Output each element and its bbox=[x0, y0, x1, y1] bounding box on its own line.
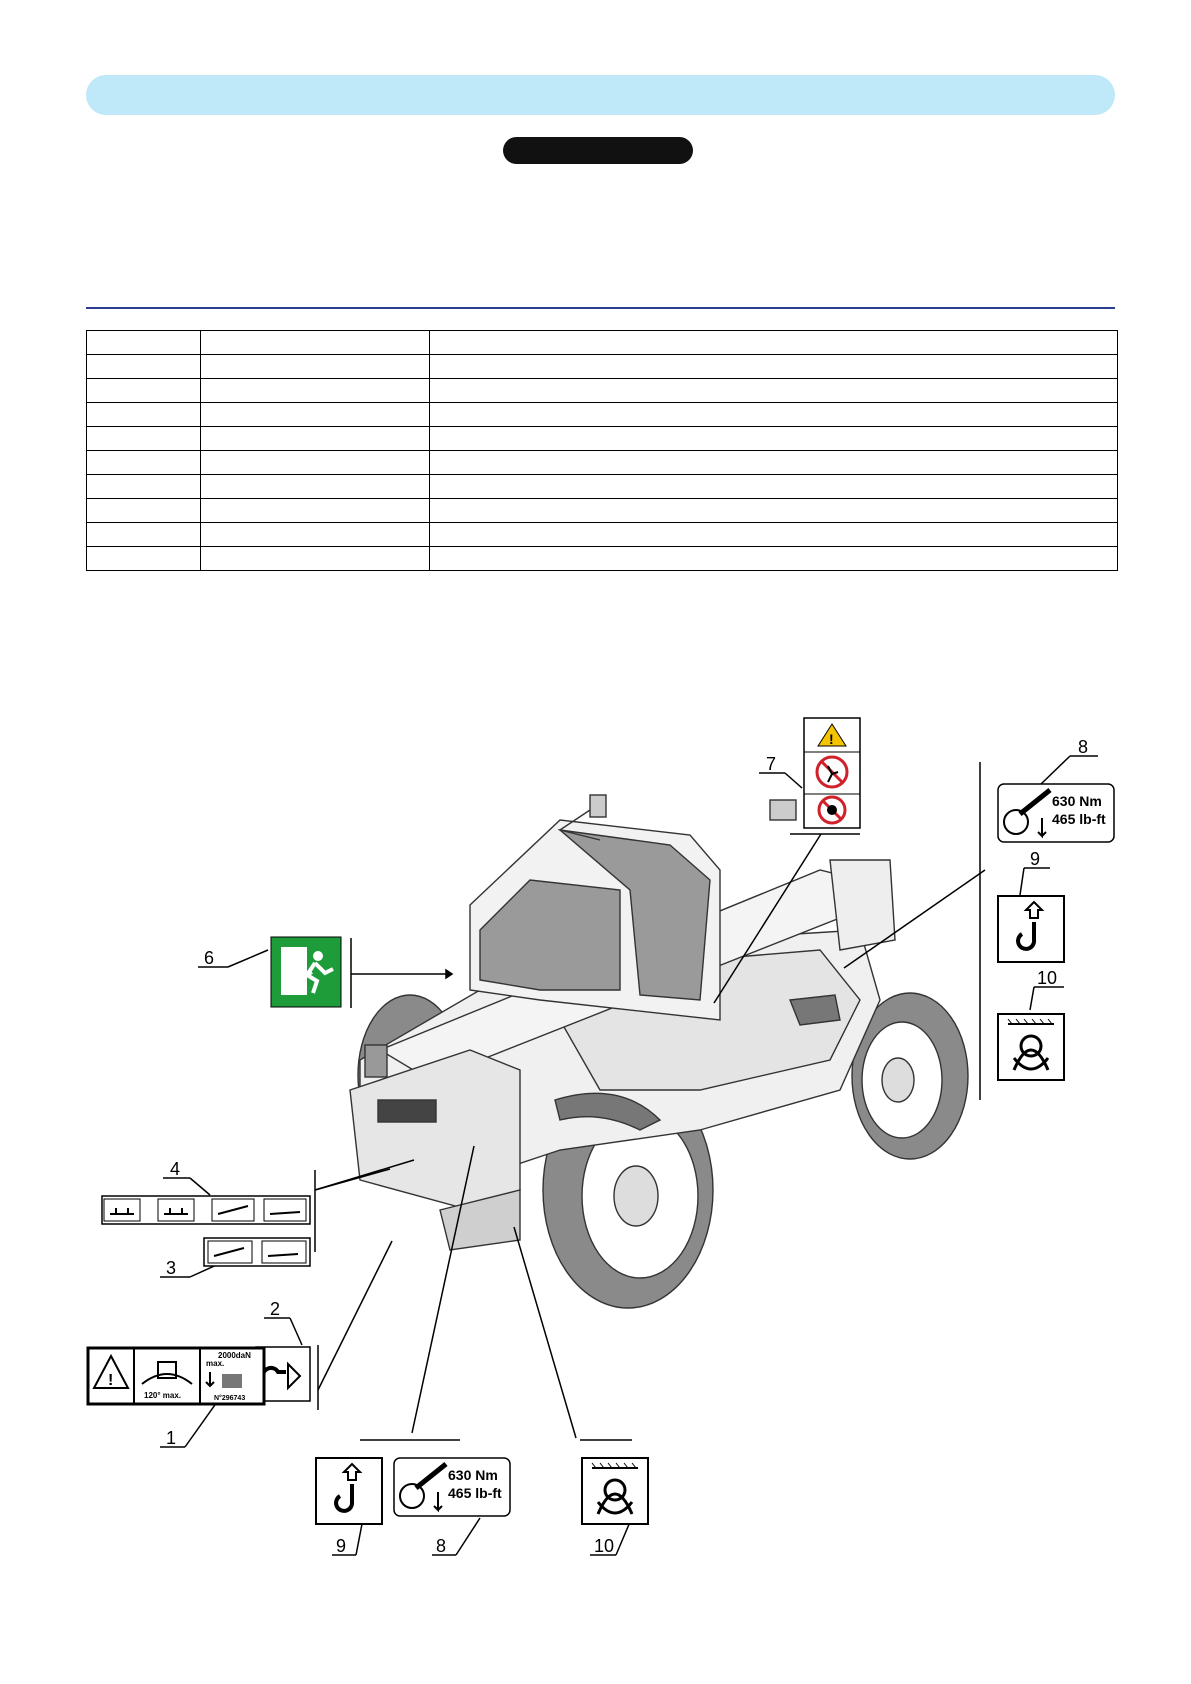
angle-label: 120° max. bbox=[144, 1391, 182, 1400]
table-row bbox=[87, 379, 1118, 403]
table-row bbox=[87, 331, 1118, 355]
decal-table bbox=[86, 330, 1118, 571]
table-cell bbox=[430, 403, 1118, 427]
torque-lbft-label: 465 lb-ft bbox=[1052, 811, 1106, 827]
table-cell bbox=[87, 427, 201, 451]
callout-8-bottom: 8 bbox=[436, 1536, 447, 1556]
table-row bbox=[87, 523, 1118, 547]
table-cell bbox=[201, 331, 430, 355]
emergency-exit-icon bbox=[271, 937, 341, 1007]
table-cell bbox=[201, 499, 430, 523]
table-cell bbox=[430, 379, 1118, 403]
table-row bbox=[87, 355, 1118, 379]
table-row bbox=[87, 547, 1118, 571]
callout-3: 3 bbox=[166, 1258, 177, 1278]
table-cell bbox=[201, 403, 430, 427]
table-row bbox=[87, 451, 1118, 475]
table-row bbox=[87, 403, 1118, 427]
callout-1: 1 bbox=[166, 1428, 177, 1448]
torque-decal-top bbox=[998, 784, 1114, 842]
table-cell bbox=[201, 523, 430, 547]
torque-decal-bottom bbox=[394, 1458, 510, 1516]
table-row bbox=[87, 499, 1118, 523]
callout-6: 6 bbox=[204, 948, 215, 968]
table-cell bbox=[430, 451, 1118, 475]
section-divider bbox=[86, 307, 1115, 309]
table-cell bbox=[87, 475, 201, 499]
table-cell bbox=[87, 523, 201, 547]
table-cell bbox=[430, 499, 1118, 523]
table-cell bbox=[87, 499, 201, 523]
machine-decal-diagram bbox=[0, 690, 1191, 1590]
torque-nm-label: 630 Nm bbox=[448, 1467, 498, 1483]
page-title bbox=[503, 137, 693, 164]
table-cell bbox=[87, 331, 201, 355]
table-cell bbox=[87, 547, 201, 571]
svg-text:!: ! bbox=[108, 1372, 114, 1389]
table-cell bbox=[87, 355, 201, 379]
table-row bbox=[87, 427, 1118, 451]
lifting-hook-decal-top bbox=[998, 896, 1064, 962]
callout-10-bottom: 10 bbox=[594, 1536, 615, 1556]
callout-2: 2 bbox=[270, 1299, 281, 1319]
table-cell bbox=[430, 355, 1118, 379]
callout-10-top: 10 bbox=[1037, 968, 1058, 988]
callout-7: 7 bbox=[766, 754, 777, 774]
callout-9-bottom: 9 bbox=[336, 1536, 347, 1556]
no-standing-icon bbox=[817, 757, 847, 787]
torque-nm-label: 630 Nm bbox=[1052, 793, 1102, 809]
torque-lbft-label: 465 lb-ft bbox=[448, 1485, 502, 1501]
tie-down-decal-top bbox=[998, 1014, 1064, 1080]
lifting-hook-decal-bottom bbox=[316, 1458, 382, 1524]
tie-down-decal-bottom bbox=[582, 1458, 648, 1524]
svg-text:!: ! bbox=[829, 731, 834, 747]
part-number-label: N°296743 bbox=[214, 1395, 246, 1402]
table-cell bbox=[201, 547, 430, 571]
table-cell bbox=[201, 427, 430, 451]
table-cell bbox=[430, 523, 1118, 547]
max-label: max. bbox=[206, 1359, 225, 1368]
callout-9-top: 9 bbox=[1030, 849, 1041, 869]
callout-8-top: 8 bbox=[1078, 737, 1089, 757]
warning-decal-stack bbox=[804, 718, 860, 828]
max-load-label: 2000daN bbox=[218, 1351, 251, 1360]
decal-4-strip bbox=[102, 1196, 310, 1224]
table-cell bbox=[87, 379, 201, 403]
table-cell bbox=[87, 451, 201, 475]
telehandler-illustration bbox=[350, 795, 968, 1308]
hearing-protection-icon bbox=[819, 797, 845, 823]
decal-3-strip bbox=[204, 1238, 310, 1266]
table-cell bbox=[87, 403, 201, 427]
table-cell bbox=[430, 331, 1118, 355]
table-cell bbox=[201, 475, 430, 499]
table-cell bbox=[430, 427, 1118, 451]
table-cell bbox=[201, 379, 430, 403]
header-bar bbox=[86, 75, 1115, 115]
table-cell bbox=[201, 451, 430, 475]
load-warning-decal bbox=[88, 1348, 264, 1404]
callout-4: 4 bbox=[170, 1159, 181, 1179]
table-row bbox=[87, 475, 1118, 499]
table-cell bbox=[430, 547, 1118, 571]
table-cell bbox=[430, 475, 1118, 499]
table-cell bbox=[201, 355, 430, 379]
